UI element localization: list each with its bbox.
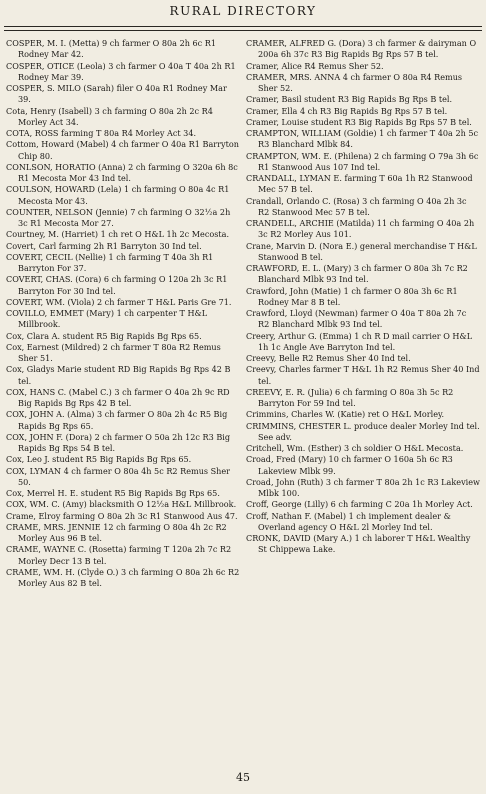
- directory-entry: Covert, Carl farming 2h R1 Barryton 30 Ind tel.: [6, 240, 202, 251]
- directory-entry: Cramer, Ella 4 ch R3 Big Rapids Bg Rps 57 B tel.: [246, 105, 448, 116]
- directory-entry: COSPER, OTICE (Leola) 3 ch farmer O 40a T 40a 2h R1 Rodney Mar 39.: [6, 60, 236, 82]
- directory-entry: Courtney, M. (Harriet) 1 ch ret O H&L 1h 2c Mecosta.: [6, 229, 230, 240]
- header-rule-top: [4, 26, 482, 27]
- directory-entry: Crimmins, Charles W. (Katie) ret O H&L Morley.: [246, 409, 445, 420]
- directory-entry: COUNTER, NELSON (Jennie) 7 ch farming O 32½a 2h 3c R1 Mecosta Mor 27.: [6, 206, 231, 228]
- directory-entry: Critchell, Wm. (Esther) 3 ch soldier O H&L Mecosta.: [246, 443, 464, 453]
- right-column: [246, 38, 480, 556]
- directory-entry: CRAME, MRS. JENNIE 12 ch farming O 80a 4h 2c R2 Morley Aus 96 B tel.: [6, 521, 227, 543]
- directory-entry: CONLSON, HORATIO (Anna) 2 ch farming O 320a 6h 8c R1 Mecosta Mor 43 Ind tel.: [6, 161, 238, 183]
- directory-entry: COX, LYMAN 4 ch farmer O 80a 4h 5c R2 Remus Sher 50.: [6, 465, 231, 487]
- directory-entry: COX, HANS C. (Mabel C.) 3 ch farmer O 40a 2h 9c RD Big Rapids Bg Rps 42 B tel.: [6, 386, 230, 408]
- directory-entry: CRAME, WM. H. (Clyde O.) 3 ch farming O 80a 2h 6c R2 Morley Aus 82 B tel.: [6, 566, 240, 588]
- directory-entry: CRAME, WAYNE C. (Rosetta) farming T 120a 2h 7c R2 Morley Decr 13 B tel.: [6, 544, 232, 566]
- directory-entry: Cottom, Howard (Mabel) 4 ch farmer O 40a R1 Barryton Chip 80.: [6, 139, 239, 161]
- directory-entry: Creevy, Belle R2 Remus Sher 40 Ind tel.: [246, 353, 411, 363]
- directory-entry: Cox, Earnest (Mildred) 2 ch farmer T 80a R2 Remus Sher 51.: [6, 341, 221, 363]
- directory-entry: Cramer, Basil student R3 Big Rapids Bg Rps B tel.: [246, 94, 453, 105]
- directory-entry: COSPER, S. MILO (Sarah) filer O 40a R1 Rodney Mar 39.: [6, 83, 227, 105]
- directory-entry: Cox, Leo J. student R5 Big Rapids Bg Rps 65.: [6, 454, 192, 465]
- running-header: RURAL DIRECTORY: [169, 4, 317, 18]
- directory-entry: CRIMMINS, CHESTER L. produce dealer Morley Ind tel. See adv.: [246, 420, 480, 442]
- directory-entry: CRANDALL, LYMAN E. farming T 60a 1h R2 Stanwood Mec 57 B tel.: [246, 173, 473, 195]
- directory-entry: COULSON, HOWARD (Lela) 1 ch farming O 80a 4c R1 Mecosta Mor 43.: [6, 184, 230, 206]
- header-rule-bottom: [4, 30, 482, 31]
- directory-entry: CRAMER, MRS. ANNA 4 ch farmer O 80a R4 Remus Sher 52.: [246, 71, 463, 93]
- directory-entry: Cox, Clara A. student R5 Big Rapids Bg Rps 65.: [6, 330, 202, 341]
- directory-entry: CRANDELL, ARCHIE (Matilda) 11 ch farming O 40a 2h 3c R2 Morley Aus 101.: [246, 218, 475, 240]
- directory-entry: CRAMPTON, WILLIAM (Goldie) 1 ch farmer T 40a 2h 5c R3 Blanchard Mlbk 84.: [246, 128, 479, 150]
- directory-entry: Cramer, Alice R4 Remus Sher 52.: [246, 60, 384, 71]
- directory-entry: Croff, Nathan F. (Mabel) 1 ch implement dealer & Overland agency O H&L 2l Morley Ind tel.: [246, 510, 451, 532]
- directory-entry: Crame, Elroy farming O 80a 2h 3c R1 Stanwood Aus 47.: [6, 510, 238, 521]
- directory-entry: Cramer, Louise student R3 Big Rapids Bg Rps 57 B tel.: [246, 116, 472, 127]
- directory-entry: Croff, George (Lilly) 6 ch farming C 20a 1h Morley Act.: [246, 499, 473, 510]
- directory-entry: COVILLO, EMMET (Mary) 1 ch carpenter T H&L Millbrook.: [6, 308, 208, 330]
- directory-entry: CRAMPTON, WM. E. (Philena) 2 ch farming O 79a 3h 6c R1 Stanwood Aus 107 Ind tel.: [246, 150, 479, 172]
- directory-entry: COVERT, CHAS. (Cora) 6 ch farming O 120a 2h 3c R1 Barryton For 30 Ind tel.: [6, 274, 228, 296]
- directory-entry: Cox, Merrel H. E. student R5 Big Rapids Bg Rps 65.: [6, 488, 220, 498]
- directory-entry: CREEVY, E. R. (Julia) 6 ch farming O 80a 3h 5c R2 Barryton For 59 Ind tel.: [246, 386, 454, 408]
- left-column: [6, 38, 240, 589]
- directory-entry: COX, WM. C. (Amy) blacksmith O 12½a H&L Millbrook.: [6, 499, 237, 510]
- directory-entry: Creery, Arthur G. (Emma) 1 ch R D mail carrier O H&L 1h 1c Angle Ave Barryton Ind tel.: [246, 330, 473, 352]
- directory-entry: Cota, Henry (Isabell) 3 ch farming O 80a 2h 2c R4 Morley Act 34.: [6, 105, 213, 127]
- directory-entry: Creevy, Charles farmer T H&L 1h R2 Remus Sher 40 Ind tel.: [246, 364, 480, 386]
- directory-entry: CRAWFORD, E. L. (Mary) 3 ch farmer O 80a 3h 7c R2 Blanchard Mlbk 93 Ind tel.: [246, 263, 468, 285]
- directory-entry: COVERT, WM. (Viola) 2 ch farmer T H&L Paris Gre 71.: [6, 296, 232, 307]
- directory-entry: CRONK, DAVID (Mary A.) 1 ch laborer T H&L Wealthy St Chippewa Lake.: [246, 533, 471, 555]
- directory-entry: Crane, Marvin D. (Nora E.) general merchandise T H&L Stanwood B tel.: [246, 240, 477, 262]
- directory-entry: Crawford, John (Matie) 1 ch farmer O 80a 3h 6c R1 Rodney Mar 8 B tel.: [246, 285, 458, 307]
- directory-entry: CRAMER, ALFRED G. (Dora) 3 ch farmer & dairyman O 200a 6h 37c R3 Big Rapids Bg Rps 57 B tel.: [246, 38, 477, 60]
- directory-entry: Crawford, Lloyd (Newman) farmer O 40a T 80a 2h 7c R2 Blanchard Mlbk 93 Ind tel.: [246, 308, 467, 330]
- directory-entry: COSPER, M. I. (Metta) 9 ch farmer O 80a 2h 6c R1 Rodney Mar 42.: [6, 38, 217, 60]
- directory-entry: COVERT, CECIL (Nellie) 1 ch farming T 40a 3h R1 Barryton For 37.: [6, 251, 214, 273]
- directory-entry: COX, JOHN F. (Dora) 2 ch farmer O 50a 2h 12c R3 Big Rapids Bg Rps 54 B tel.: [6, 431, 231, 453]
- directory-entry: Cox, Gladys Marie student RD Big Rapids Bg Rps 42 B tel.: [6, 364, 231, 386]
- directory-entry: COX, JOHN A. (Alma) 3 ch farmer O 80a 2h 4c R5 Big Rapids Bg Rps 65.: [6, 409, 228, 431]
- directory-entry: COTA, ROSS farming T 80a R4 Morley Act 34.: [6, 128, 197, 138]
- page-number: 45: [236, 771, 250, 784]
- directory-entry: Crandall, Orlando C. (Rosa) 3 ch farming O 40a 2h 3c R2 Stanwood Mec 57 B tel.: [246, 195, 467, 217]
- directory-entry: Croad, John (Ruth) 3 ch farmer T 80a 2h 1c R3 Lakeview Mlbk 100.: [246, 476, 480, 498]
- directory-entry: Croad, Fred (Mary) 10 ch farmer O 160a 5h 6c R3 Lakeview Mlbk 99.: [246, 454, 453, 476]
